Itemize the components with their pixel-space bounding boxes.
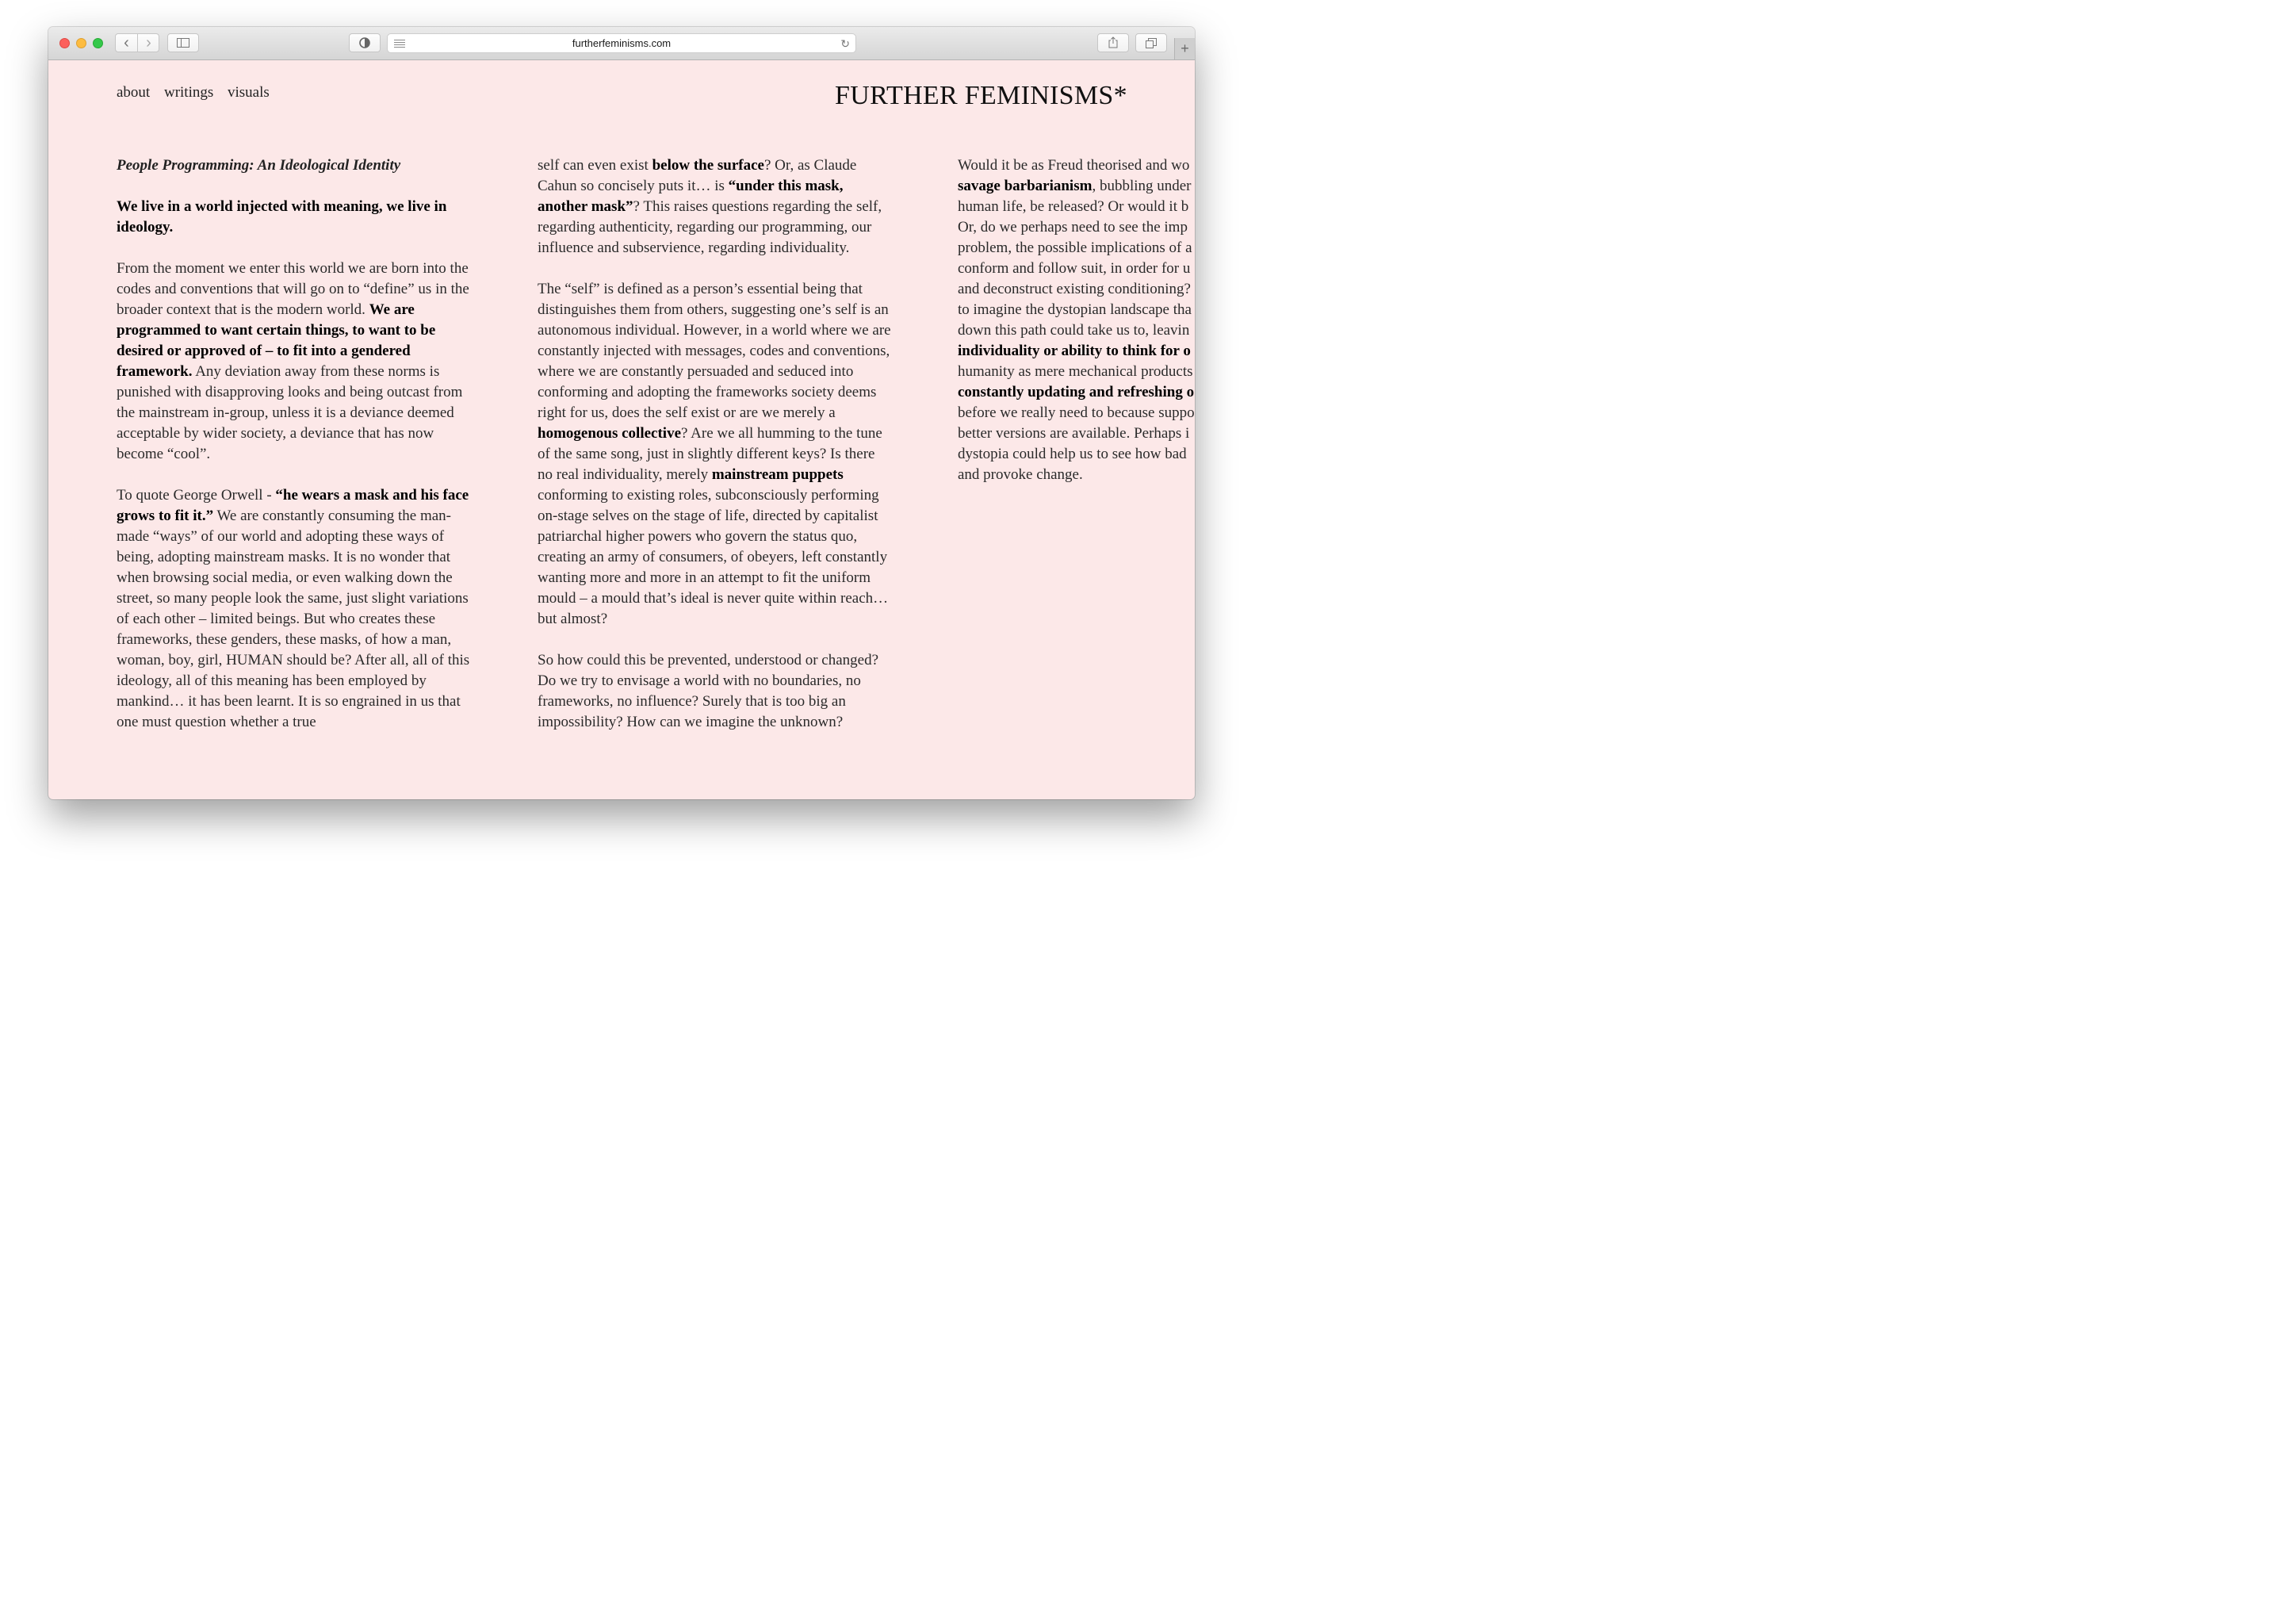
paragraph: So how could this be prevented, understood or changed? Do we try to envisage a world with no boundaries, no frameworks, no influence? Surely that is too big an impossibility? How can we imagine the unknown? (538, 652, 879, 730)
share-button[interactable] (1097, 33, 1129, 52)
article-column-2 (538, 155, 891, 753)
text-line: individuality or ability to think for o (958, 343, 1191, 359)
sidebar-icon (177, 38, 189, 48)
text-line: Or, do we perhaps need to see the imp (958, 219, 1188, 236)
shield-icon (359, 37, 370, 48)
privacy-shield-button[interactable] (349, 33, 381, 52)
tabs-overview-button[interactable] (1135, 33, 1167, 52)
text-line: down this path could take us to, leavin (958, 322, 1190, 339)
minimize-window-button[interactable] (76, 38, 86, 48)
paragraph: The “self” is defined as a person’s essential being that distinguishes them from others, suggesting one’s self is an autonomous individual. However, in a world where we are constantly injected with messages, codes and conventions, where we are constantly persuaded and seduced into conforming and adopting the frameworks society deems right for us, does the self exist or are we merely a homogenous collective? Are we all humming to the tune of the same song, just in slightly different keys? Is there no real individuality, merely mainstream puppets conforming to existing roles, subconsciously performing on-stage selves on the stage of life, directed by capitalist patriarchal higher powers who govern the status quo, creating an army of consumers, of obeyers, left constantly wanting more and more in an attempt to fit the uniform mould – a mould that’s ideal is never quite within reach… but almost? (538, 281, 891, 627)
plus-icon: + (1181, 40, 1189, 56)
text-line: before we really need to because suppo (958, 404, 1195, 421)
text-line: Would it be as Freud theorised and wo (958, 157, 1190, 174)
text-line: problem, the possible implications of a (958, 239, 1192, 256)
text-line: humanity as mere mechanical products (958, 363, 1193, 380)
browser-window (48, 27, 1195, 799)
nav-link-about[interactable]: about (117, 84, 151, 101)
paragraph: To quote George Orwell - “he wears a mask and his face grows to fit it.” We are constantly consuming the man-made “ways” of our world and adopting these ways of being, adopting mainstream masks. It is no wonder that when browsing social media, or even walking down the street, so many people look the same, just slight variations of each other – limited beings. But who creates these frameworks, these genders, these masks, of how a man, woman, boy, girl, HUMAN should be? After all, all of this ideology, all of this meaning has been employed by mankind… it has been learnt. It is so engrained in us that one must question whether a true (117, 487, 470, 730)
chevron-left-icon: ‹ (124, 34, 129, 52)
site-nav (117, 84, 280, 102)
article-title: People Programming: An Ideological Identity (117, 157, 401, 174)
site-title[interactable]: FURTHER FEMINISMS* (835, 81, 1127, 110)
url-text: furtherfeminisms.com (572, 37, 672, 49)
paragraph: From the moment we enter this world we are born into the codes and conventions that will go on to “define” us in the broader context that is the modern world. We are programmed to want certain things, to want to be desired or approved of – to fit into a gendered framework. Any deviation away from these norms is punished with disapproving looks and being outcast from the mainstream in-group, unless it is a deviance deemed acceptable by wider society, a deviance that has now become “cool”. (117, 260, 469, 462)
close-window-button[interactable] (59, 38, 70, 48)
nav-link-writings[interactable]: writings (163, 84, 214, 101)
article-column-3 (958, 155, 1195, 485)
text-line: dystopia could help us to see how bad (958, 446, 1187, 462)
text-line: human life, be released? Or would it b (958, 198, 1189, 215)
back-button[interactable] (116, 34, 138, 52)
zoom-window-button[interactable] (93, 38, 103, 48)
new-tab-button[interactable] (1174, 38, 1195, 59)
address-bar[interactable] (387, 33, 856, 53)
text-line: and provoke change. (958, 466, 1083, 483)
article-column-1 (117, 155, 470, 753)
text-line: conform and follow suit, in order for u (958, 260, 1191, 277)
sidebar-toggle-button[interactable] (167, 33, 199, 52)
back-forward-control (115, 33, 159, 52)
browser-toolbar (48, 27, 1195, 60)
paragraph: self can even exist below the surface? Or, as Claude Cahun so concisely puts it… is “under this mask, another mask”? This raises questions regarding the self, regarding authenticity, regarding our programming, our influence and subservience, regarding individuality. (538, 157, 882, 256)
forward-button[interactable] (138, 34, 159, 52)
text-line: and deconstruct existing conditioning? (958, 281, 1191, 297)
tabs-icon (1146, 38, 1157, 48)
web-page (48, 60, 1195, 799)
text-line: constantly updating and refreshing o (958, 384, 1195, 400)
nav-link-visuals[interactable]: visuals (228, 84, 270, 101)
article-lede: We live in a world injected with meaning, we live in ideology. (117, 198, 447, 236)
text-line: better versions are available. Perhaps i (958, 425, 1190, 442)
chevron-right-icon: › (146, 34, 151, 52)
reload-icon[interactable]: ↻ (840, 37, 850, 50)
share-icon (1108, 36, 1118, 48)
text-line: savage barbarianism, bubbling under (958, 178, 1192, 194)
text-line: to imagine the dystopian landscape tha (958, 301, 1192, 318)
